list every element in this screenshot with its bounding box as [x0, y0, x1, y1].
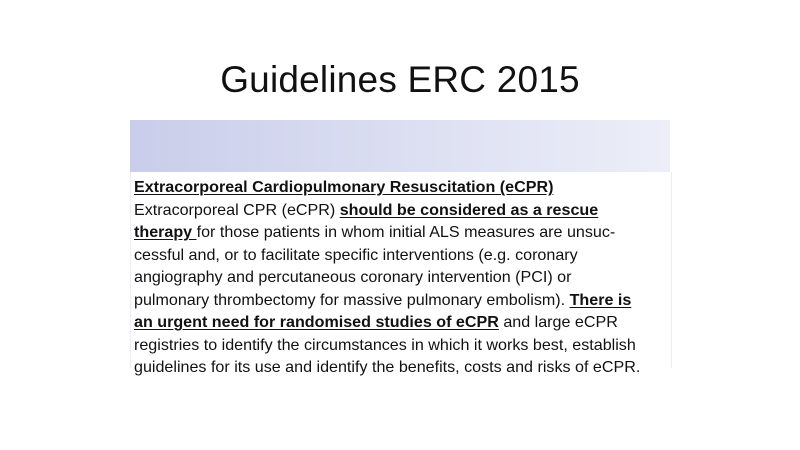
excerpt-header-band	[130, 120, 670, 172]
body-text: cessful and, or to facilitate specific interventions (e.g. coronary	[134, 245, 578, 264]
emphasized-text: Extracorporeal Cardiopulmonary Resuscitation (eCPR)	[134, 178, 554, 196]
excerpt-line	[134, 266, 694, 289]
guideline-excerpt-text	[134, 176, 694, 379]
excerpt-line	[134, 356, 694, 379]
body-text: Extracorporeal CPR (eCPR)	[134, 200, 340, 219]
slide-title: Guidelines ERC 2015	[220, 59, 580, 100]
emphasized-text: There is	[569, 290, 632, 309]
excerpt-line	[134, 221, 694, 244]
excerpt-line	[134, 334, 694, 357]
emphasized-text: an urgent need for randomised studies of eCPR	[134, 313, 499, 331]
excerpt-line	[134, 199, 694, 222]
excerpt-line	[134, 311, 694, 334]
excerpt-line	[134, 244, 694, 267]
body-text: guidelines for its use and identify the benefits, costs and risks of eCPR.	[134, 358, 641, 376]
body-text: pulmonary thrombectomy for massive pulmonary embolism).	[134, 290, 570, 309]
body-text: angiography and percutaneous coronary intervention (PCI) or	[134, 268, 572, 286]
body-text: registries to identify the circumstances in which it works best, establish	[134, 335, 636, 354]
emphasized-text: therapy	[134, 223, 197, 241]
excerpt-line	[134, 176, 694, 199]
body-text: for those patients in whom initial ALS measures are unsuc-	[196, 223, 616, 241]
body-text: and large eCPR	[498, 313, 618, 331]
emphasized-text: should be considered as a rescue	[339, 200, 599, 219]
excerpt-line	[134, 289, 694, 312]
